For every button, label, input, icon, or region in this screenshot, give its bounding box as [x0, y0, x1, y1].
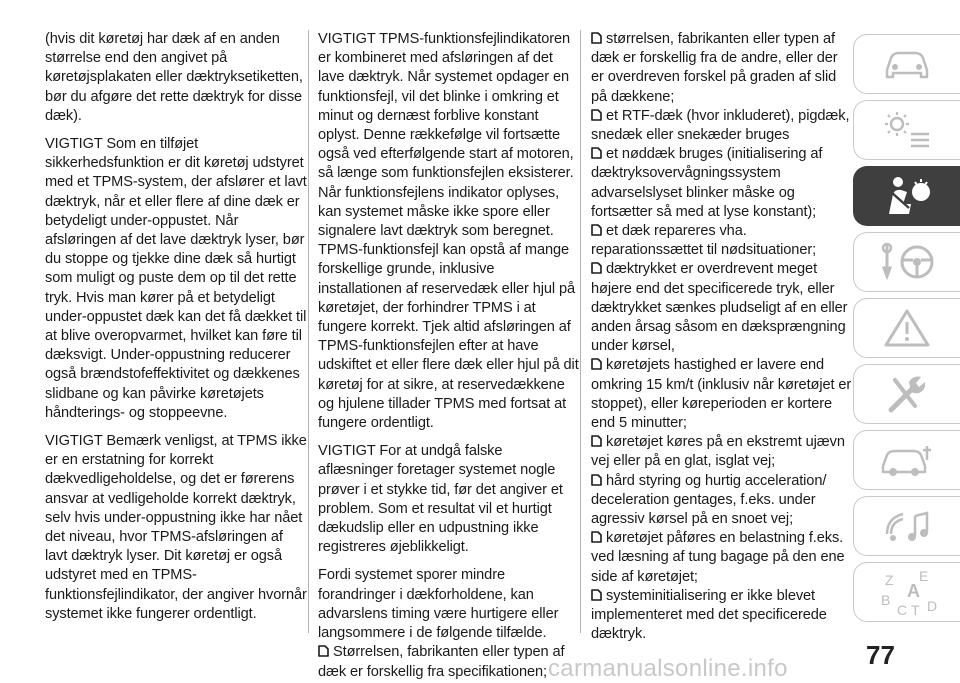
list-item-text: hård styring og hurtig acceleration/ deceleration gentages, f.eks. under agressiv kørsel på en snoet vej;: [591, 472, 827, 528]
paragraph: VIGTIGT For at undgå falske aflæsninger foretager systemet nogle prøver i et stykke tid, før det angiver et problem. Som et resultat vil et hurtigt dækudslip eller en udpustning ikke registreres øjeblikkeligt.: [318, 443, 563, 556]
bullet-icon: [591, 531, 602, 543]
bullet-icon: [591, 109, 602, 121]
list-item: [591, 472, 853, 530]
list-item-text: et nøddæk bruges (initialisering af dæktryksovervågningssystem advarselslyset blinker måske og fortsætter så med at lyse konstant);: [591, 146, 823, 220]
index-letter: T: [911, 602, 920, 617]
warning-light-icon: [881, 110, 933, 150]
tools-icon: [881, 372, 933, 416]
paragraph: VIGTIGT Som en tilføjet sikkerhedsfunktion er dit køretøj udstyret med et TPMS-system, der afslører et lavt dæktryk, når et eller flere af dine dæk er betydeligt under-oppustet. Når afsløringen af det lave dæktryk lyser, bør du stoppe og tjekke dine dæk så hurtigt som muligt og puste dem op til det rette tryk. Hvis man kører på et betydeligt under-oppustet dæk kan det få dækket til at blive overopvarmet, hvilket kan føre til dæksvigt. Under-oppustning reducerer også brændstofeffektivitet og dækkenes slidbane og kan påvirke køretøjets håndterings- og stoppeevne.: [45, 136, 307, 421]
car-icon: [881, 44, 933, 84]
bullet-icon: [318, 645, 329, 657]
bullet-icon: [591, 435, 602, 447]
index-letter: C: [897, 602, 908, 617]
bullet-icon: [591, 474, 602, 486]
bullet-icon: [591, 589, 602, 601]
list-item: [591, 107, 853, 145]
car-specs-icon: [879, 440, 935, 480]
list-item-text: dæktrykket er overdrevent meget højere end det specificerede tryk, eller dæktrykket sænkes pludseligt af en eller anden årsag såsom en dæksprængning under kørsel,: [591, 261, 848, 355]
key-steering-wheel-icon: [877, 240, 937, 284]
list-item-text: Størrelsen, fabrikanten eller typen af dæk er forskellig fra specifikationen;: [318, 644, 565, 680]
bullet-icon: [591, 262, 602, 274]
paragraph: VIGTIGT Bemærk venligst, at TPMS ikke er en erstatning for korrekt dækvedligeholdelse, og det er førerens ansvar at vedligeholde korrekt dæktryk, selv hvis under-oppustning ikke har nået det niveau, hvor TPMS-afsløringen af lavt dæktryk lyser. Dit køretøj er også udstyret med en TPMS-funktionsfejlindikator, der angiver hvornår systemet ikke fungerer ordentligt.: [45, 433, 307, 622]
paragraph: VIGTIGT TPMS-funktionsfejlindikatoren er kombineret med afsløringen af det lave dæktryk. Når systemet opdager en funktionsfejl, vil det blinke i omkring et minut og dernæst forblive konstant oplyst. Denne rækkefølge vil fortsætte også ved efterfølgende start af motoren, så længe som funktionsfejlen eksisterer. Når funktionsfejlens indikator oplyses, kan systemet måske ikke spore eller signalere lavt dæktryk som beregnet. TPMS-funktionsfejl kan opstå af mange forskellige grunde, inklusive installationen af reservedæk eller hjul på køretøjet, der forhindrer TPMS i at fungere korrekt. Tjek altid afsløringen af TPMS-funktionsfejlen efter at have udskiftet et eller flere dæk eller hjul på dit køretøj for at sikre, at reservedækkene og hjulene tillader TPMS med fortsat at fungere ordentligt.: [318, 31, 579, 432]
watermark: carmanualsonline.info: [548, 655, 788, 682]
alphabetical-index-icon: [875, 567, 939, 617]
paragraph: Fordi systemet sporer mindre forandringer i dækforholdene, kan advarslens timing være hurtigere eller langsommere i de følgende tilfælde.: [318, 567, 559, 642]
list-item-text: køretøjet påføres en belastning f.eks. ved læsning af tung bagage på den ene side af køretøjet;: [591, 530, 845, 585]
tab-index[interactable]: [853, 562, 960, 622]
list-item: [591, 222, 853, 260]
list-item-text: systeminitialisering er ikke blevet implementeret med det specificerede dæktryk.: [591, 587, 827, 643]
bullet-icon: [591, 224, 602, 236]
text-column-3: [591, 30, 853, 645]
index-letter: A: [907, 581, 920, 601]
list-item-text: et dæk repareres vha. reparationssættet til nødsituationer;: [591, 223, 817, 259]
page-number: 77: [866, 640, 895, 670]
list-item-text: køretøjet køres på en ekstremt ujævn vej eller på en glat, isglat vej;: [591, 434, 845, 470]
index-letter: D: [927, 598, 938, 614]
list-item: [591, 356, 853, 433]
warning-triangle-icon: [881, 307, 933, 349]
list-item: [591, 145, 853, 222]
tab-emergency[interactable]: [853, 298, 960, 358]
list-item-text: et RTF-dæk (hvor inkluderet), pigdæk, snedæk eller snekæder bruges: [591, 107, 850, 144]
tab-starting-driving[interactable]: [853, 232, 960, 292]
text-column-1: [45, 30, 307, 633]
tab-vehicle-knowledge[interactable]: [853, 34, 960, 94]
paragraph: (hvis dit køretøj har dæk af en anden størrelse end den angivet på køretøjsplakaten eller dæktryksetiketten, bør du afgøre det rette dæktryk for disse dæk).: [45, 31, 303, 124]
bullet-icon: [591, 32, 602, 44]
airbag-seatbelt-icon: [881, 174, 933, 218]
list-item-text: størrelsen, fabrikanten eller typen af dæk er forskellig fra de andre, eller der er overdreven forskel på graden af slid på dækkene;: [591, 31, 838, 105]
tab-technical-data[interactable]: [853, 430, 960, 490]
list-item: [318, 643, 580, 681]
multimedia-icon: [879, 504, 935, 548]
bullet-icon: [591, 147, 602, 159]
tab-safety[interactable]: [853, 166, 960, 226]
index-letter: E: [919, 568, 929, 584]
index-letter: Z: [885, 572, 894, 588]
list-item: [591, 587, 853, 645]
column-divider: [308, 30, 309, 633]
column-divider: [580, 30, 581, 633]
list-item: [591, 433, 853, 471]
index-letter: B: [881, 592, 891, 608]
list-item: [591, 529, 853, 587]
list-item-text: køretøjets hastighed er lavere end omkring 15 km/t (inklusiv når køretøjet er stoppet), eller køreperioden er kortere end 5 minutter;: [591, 357, 852, 432]
tab-multimedia[interactable]: [853, 496, 960, 556]
tab-dashboard[interactable]: [853, 100, 960, 160]
bullet-icon: [591, 358, 602, 370]
text-column-2: [318, 30, 580, 682]
tab-maintenance[interactable]: [853, 364, 960, 424]
list-item: [591, 260, 853, 356]
list-item: [591, 30, 853, 107]
